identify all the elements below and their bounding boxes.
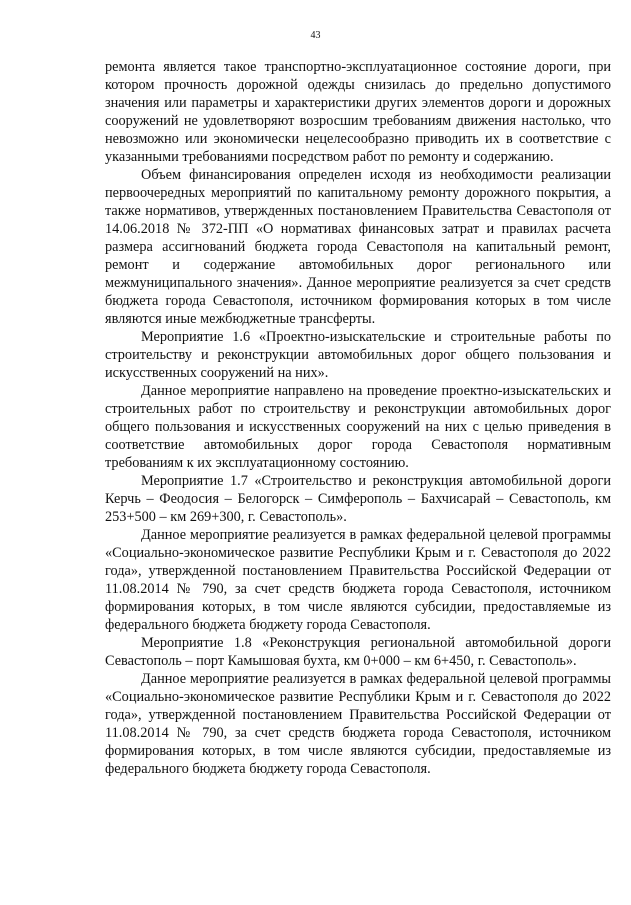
document-body [105,58,611,778]
paragraph: ремонта является такое транспортно-эксплуатационное состояние дороги, при котором прочность дорожной одежды снизилась до предельно допустимого значения или параметры и характеристики других элементов дороги и дорожных сооружений не удовлетворяют возросшим требованиям движения настолько, что невозможно или экономически нецелесообразно приводить их в соответствие с указанными требованиями посредством работ по ремонту и содержанию. [105,59,611,165]
paragraph: Мероприятие 1.7 «Строительство и реконструкция автомобильной дороги Керчь – Феодосия – Белогорск – Симферополь – Бахчисарай – Севастополь, км 253+500 – км 269+300, г. Севастополь». [105,473,611,525]
paragraph: Данное мероприятие реализуется в рамках федеральной целевой программы «Социально-экономическое развитие Республики Крым и г. Севастополя до 2022 года», утвержденной постановлением Правительства Российской Федерации от 11.08.2014 № 790, за счет средств бюджета города Севастополя, источником формирования которых, в том числе являются субсидии, предоставляемые из федерального бюджета бюджету города Севастополя. [105,671,611,777]
paragraph: Данное мероприятие реализуется в рамках федеральной целевой программы «Социально-экономическое развитие Республики Крым и г. Севастополя до 2022 года», утвержденной постановлением Правительства Российской Федерации от 11.08.2014 № 790, за счет средств бюджета города Севастополя, источником формирования которых, в том числе являются субсидии, предоставляемые из федерального бюджета бюджету города Севастополя. [105,527,611,633]
paragraph: Данное мероприятие направлено на проведение проектно-изыскательских и строительных работ по строительству и реконструкции автомобильных дорог общего пользования и искусственных сооружений на них с целью приведения в соответствие автомобильных дорог города Севастополя нормативным требованиям к их эксплуатационному состоянию. [105,383,611,471]
paragraph: Объем финансирования определен исходя из необходимости реализации первоочередных мероприятий по капитальному ремонту дорожного покрытия, а также нормативов, утвержденных постановлением Правительства Севастополя от 14.06.2018 № 372-ПП «О нормативах финансовых затрат и правилах расчета размера ассигнований бюджета города Севастополя на капитальный ремонт, ремонт и содержание автомобильных дорог регионального или межмуниципального значения». Данное мероприятие реализуется за счет средств бюджета города Севастополя, источником формирования которых в том числе являются иные межбюджетные трансферты. [105,167,611,327]
paragraph: Мероприятие 1.6 «Проектно-изыскательские и строительные работы по строительству и реконструкции автомобильных дорог общего пользования и искусственных сооружений на них». [105,329,611,381]
page-number: 43 [310,30,321,41]
paragraph: Мероприятие 1.8 «Реконструкция региональной автомобильной дороги Севастополь – порт Камышовая бухта, км 0+000 – км 6+450, г. Севастополь». [105,635,611,669]
